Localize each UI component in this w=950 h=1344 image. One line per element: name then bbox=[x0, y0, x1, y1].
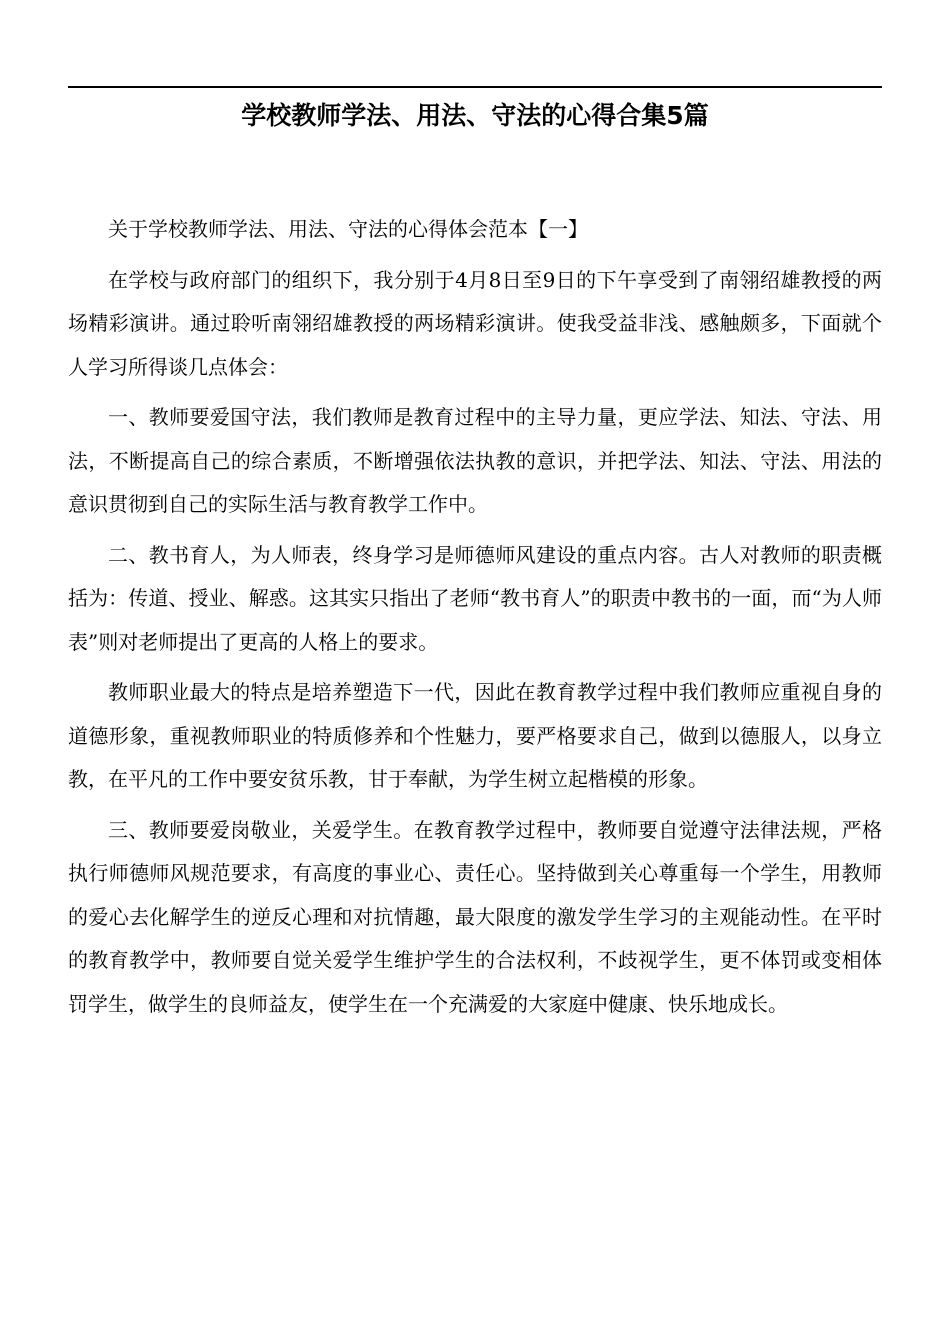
paragraph-point-one: 一、教师要爱国守法，我们教师是教育过程中的主导力量，更应学法、知法、守法、用法，不断提高自己的综合素质，不断增强依法执教的意识，并把学法、知法、守法、用法的意识贯彻到自己的实际生活与教育教学工作中。 bbox=[68, 405, 882, 516]
paragraph-intro: 在学校与政府部门的组织下，我分别于4月8日至9日的下午享受到了南翎绍雄教授的两场精彩演讲。通过聆听南翎绍雄教授的两场精彩演讲。使我受益非浅、感触颇多，下面就个人学习所得谈几点体会： bbox=[68, 267, 882, 379]
section-heading: 关于学校教师学法、用法、守法的心得体会范本【一】 bbox=[108, 217, 588, 241]
paragraph-point-three: 三、教师要爱岗敬业，关爱学生。在教育教学过程中，教师要自觉遵守法律法规，严格执行师德师风规范要求，有高度的事业心、责任心。坚持做到关心尊重每一个学生，用教师的爱心去化解学生的逆反心理和对抗情趣，最大限度的激发学生学习的主观能动性。在平时的教育教学中，教师要自觉关爱学生维护学生的合法权利，不歧视学生，更不体罚或变相体罚学生，做学生的良师益友，使学生在一个充满爱的大家庭中健康、快乐地成长。 bbox=[68, 817, 882, 1016]
header-rule bbox=[68, 86, 882, 88]
document-body bbox=[68, 208, 882, 1033]
paragraph-point-two: 二、教书育人，为人师表，终身学习是师德师风建设的重点内容。古人对教师的职责概括为：传道、授业、解惑。这其实只指出了老师“教书育人”的职责中教书的一面，而“为人师表”则对老师提出了更高的人格上的要求。 bbox=[68, 542, 882, 654]
paragraph-teacher-profession: 教师职业最大的特点是培养塑造下一代，因此在教育教学过程中我们教师应重视自身的道德形象，重视教师职业的特质修养和个性魅力，要严格要求自己，做到以德服人，以身立教，在平凡的工作中要安贫乐教，甘于奉献，为学生树立起楷模的形象。 bbox=[68, 680, 882, 791]
document-title: 学校教师学法、用法、守法的心得合集5篇 bbox=[241, 101, 709, 130]
